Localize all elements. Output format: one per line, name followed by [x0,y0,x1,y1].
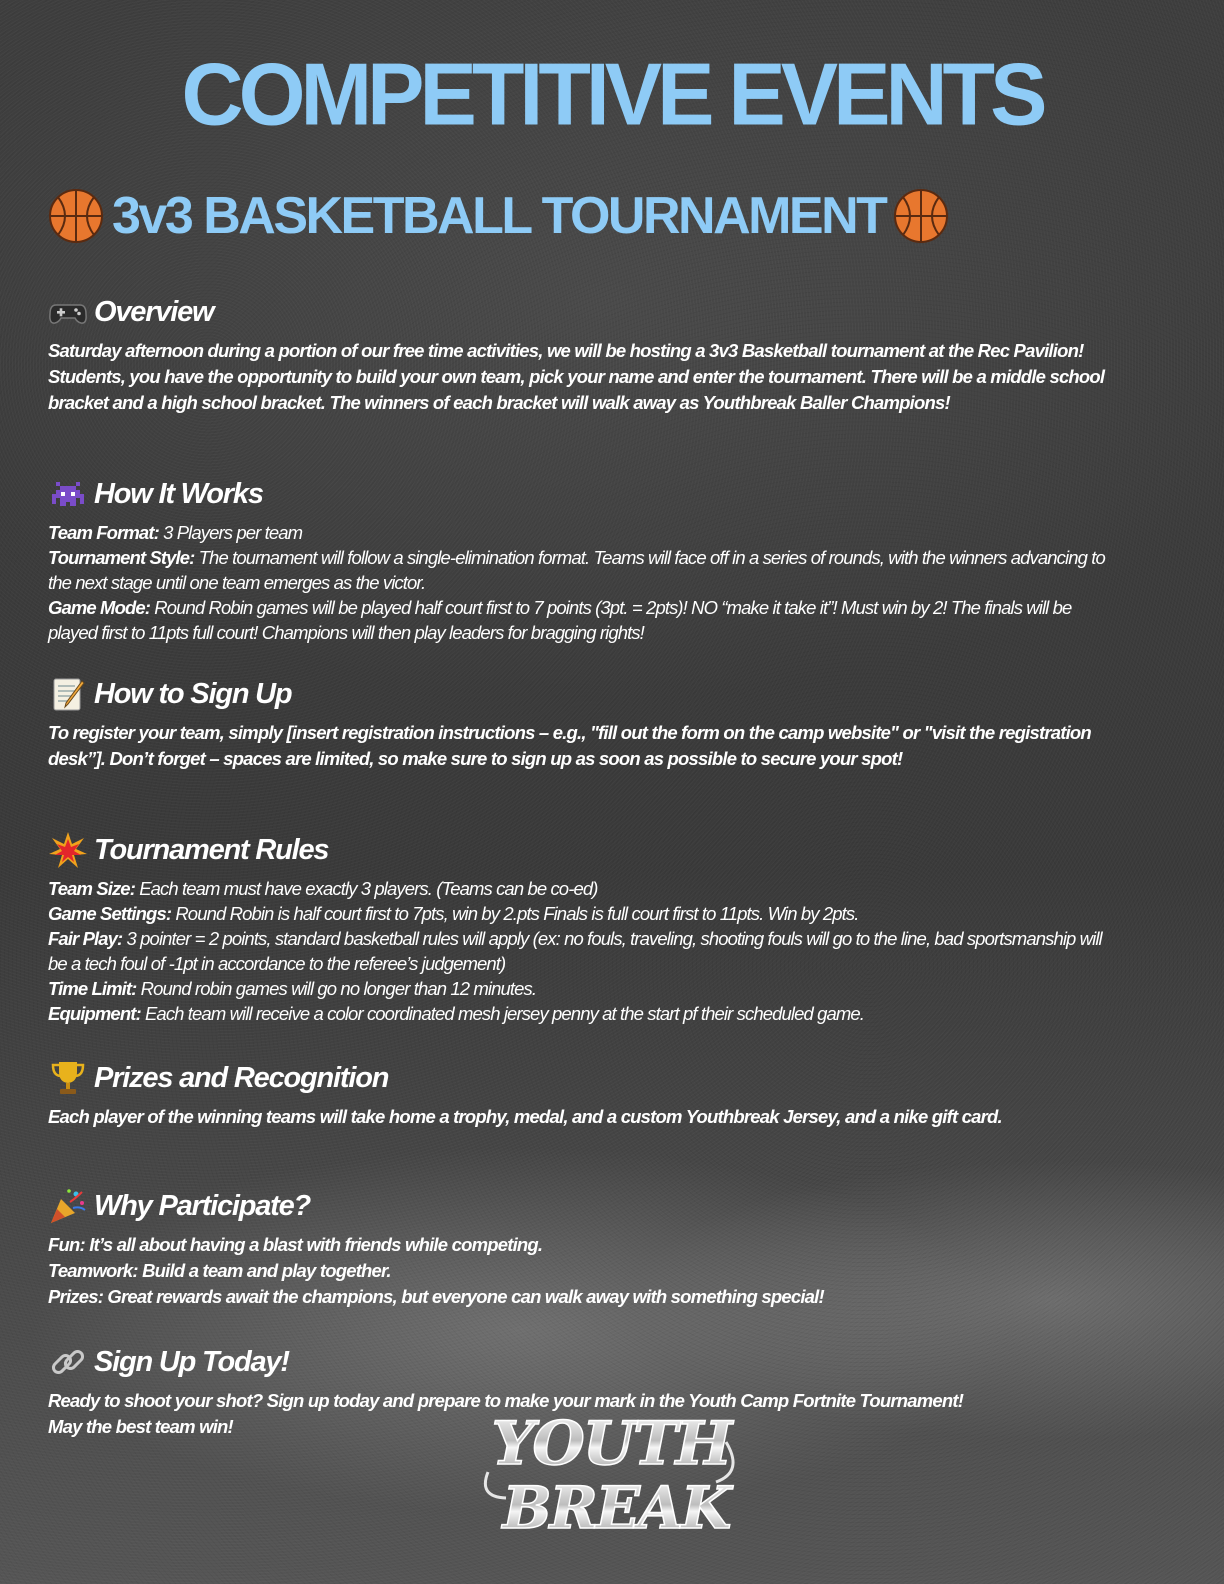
basketball-icon [893,188,949,244]
sign-up-heading [48,674,1124,714]
time-limit-text: Round robin games will go no longer than 12 minutes. [136,978,537,999]
overview-heading [48,292,1124,332]
game-mode-label: Game Mode: [48,597,151,618]
equipment-label: Equipment: [48,1003,141,1024]
sign-up-today-title: Sign Up Today! [94,1345,289,1378]
how-it-works-heading [48,474,1124,514]
prizes-title: Prizes and Recognition [94,1061,389,1094]
game-controller-icon [48,292,88,332]
fun-line: Fun: It’s all about having a blast with friends while competing. [48,1234,543,1255]
list-item [48,876,1124,901]
rules-heading [48,830,1124,870]
why-heading [48,1186,1124,1226]
list-item [48,520,1124,545]
time-limit-label: Time Limit: [48,978,137,999]
tournament-style-text: The tournament will follow a single-elimination format. Teams will face off in a series of rounds, with the winners advancing to the next stage until one team emerges as the victor. [48,547,1105,593]
memo-icon [48,674,88,714]
list-item [48,595,1124,645]
ready-line: Ready to shoot your shot? Sign up today and prepare to make your mark in the Youth Camp Fortnite Tournament! [48,1390,964,1411]
teamwork-line: Teamwork: Build a team and play together. [48,1260,391,1281]
best-team-line: May the best team win! [48,1416,233,1437]
fair-play-label: Fair Play: [48,928,123,949]
how-it-works-title: How It Works [94,477,263,510]
team-size-label: Team Size: [48,878,135,899]
how-it-works-section [48,474,1124,645]
sign-up-text: To register your team, simply [insert registration instructions – e.g., "fill out the form on the camp website" or "visit the registration desk”]. Don’t forget – spaces are limited, so make sure to sign up as soon as possible to secure your spot! [48,722,1091,769]
rules-title: Tournament Rules [94,833,329,866]
prizes-text: Each player of the winning teams will take home a trophy, medal, and a custom Youthbreak Jersey, and a nike gift card. [48,1106,1002,1127]
link-icon [48,1342,88,1382]
game-settings-label: Game Settings: [48,903,172,924]
game-settings-text: Round Robin is half court first to 7pts, win by 2.pts Finals is full court first to 11pts. Win by 2pts. [171,903,859,924]
list-item [48,926,1124,976]
tournament-style-label: Tournament Style: [48,547,195,568]
prizes-heading [48,1058,1124,1098]
overview-section [48,292,1124,416]
logo-line1: YOUTH [491,1409,731,1479]
prizes-section [48,1058,1124,1130]
overview-title: Overview [94,295,214,328]
overview-text: Saturday afternoon during a portion of our free time activities, we will be hosting a 3v3 Basketball tournament at the Rec Pavilion! Students, you have the opportunity to build your own team, pick your name and enter the tournament. There will be a middle school bracket and a high school bracket. The winners of each bracket will walk away as Youthbreak Baller Champions! [48,340,1105,413]
list-item [48,976,1124,1001]
list-item [48,901,1124,926]
why-title: Why Participate? [94,1189,311,1222]
sign-up-title: How to Sign Up [94,677,292,710]
prizes-line: Prizes: Great rewards await the champions, but everyone can walk away with something special! [48,1286,824,1307]
team-format-label: Team Format: [48,522,159,543]
tournament-heading [48,188,949,244]
list-item [48,545,1124,595]
list-item [48,1001,1124,1026]
collision-icon [48,830,88,870]
sign-up-section [48,674,1124,772]
equipment-text: Each team will receive a color coordinated mesh jersey penny at the start pf their scheduled game. [140,1003,865,1024]
team-size-text: Each team must have exactly 3 players. (Teams can be co-ed) [134,878,598,899]
page-title: COMPETITIVE EVENTS [181,46,1043,144]
trophy-icon [48,1058,88,1098]
space-invader-icon [48,474,88,514]
fair-play-text: 3 pointer = 2 points, standard basketball rules will apply (ex: no fouls, traveling, shooting fouls will go to the line, bad sportsmanship will be a tech foul of -1pt in accordance to the referee’s judgement) [48,928,1102,974]
sign-up-today-heading [48,1342,1124,1382]
team-format-text: 3 Players per team [158,522,303,543]
why-section [48,1186,1124,1310]
basketball-icon [48,188,104,244]
party-popper-icon [48,1186,88,1226]
rules-section [48,830,1124,1026]
tournament-title: 3v3 BASKETBALL TOURNAMENT [112,187,886,245]
logo-line2: BREAK [502,1474,730,1542]
youthbreak-logo [476,1402,746,1542]
game-mode-text: Round Robin games will be played half court first to 7 points (3pt. = 2pts)! NO “make it take it”! Must win by 2! The finals will be played first to 11pts full court! Champions will then play leaders for bragging rights! [48,597,1072,643]
